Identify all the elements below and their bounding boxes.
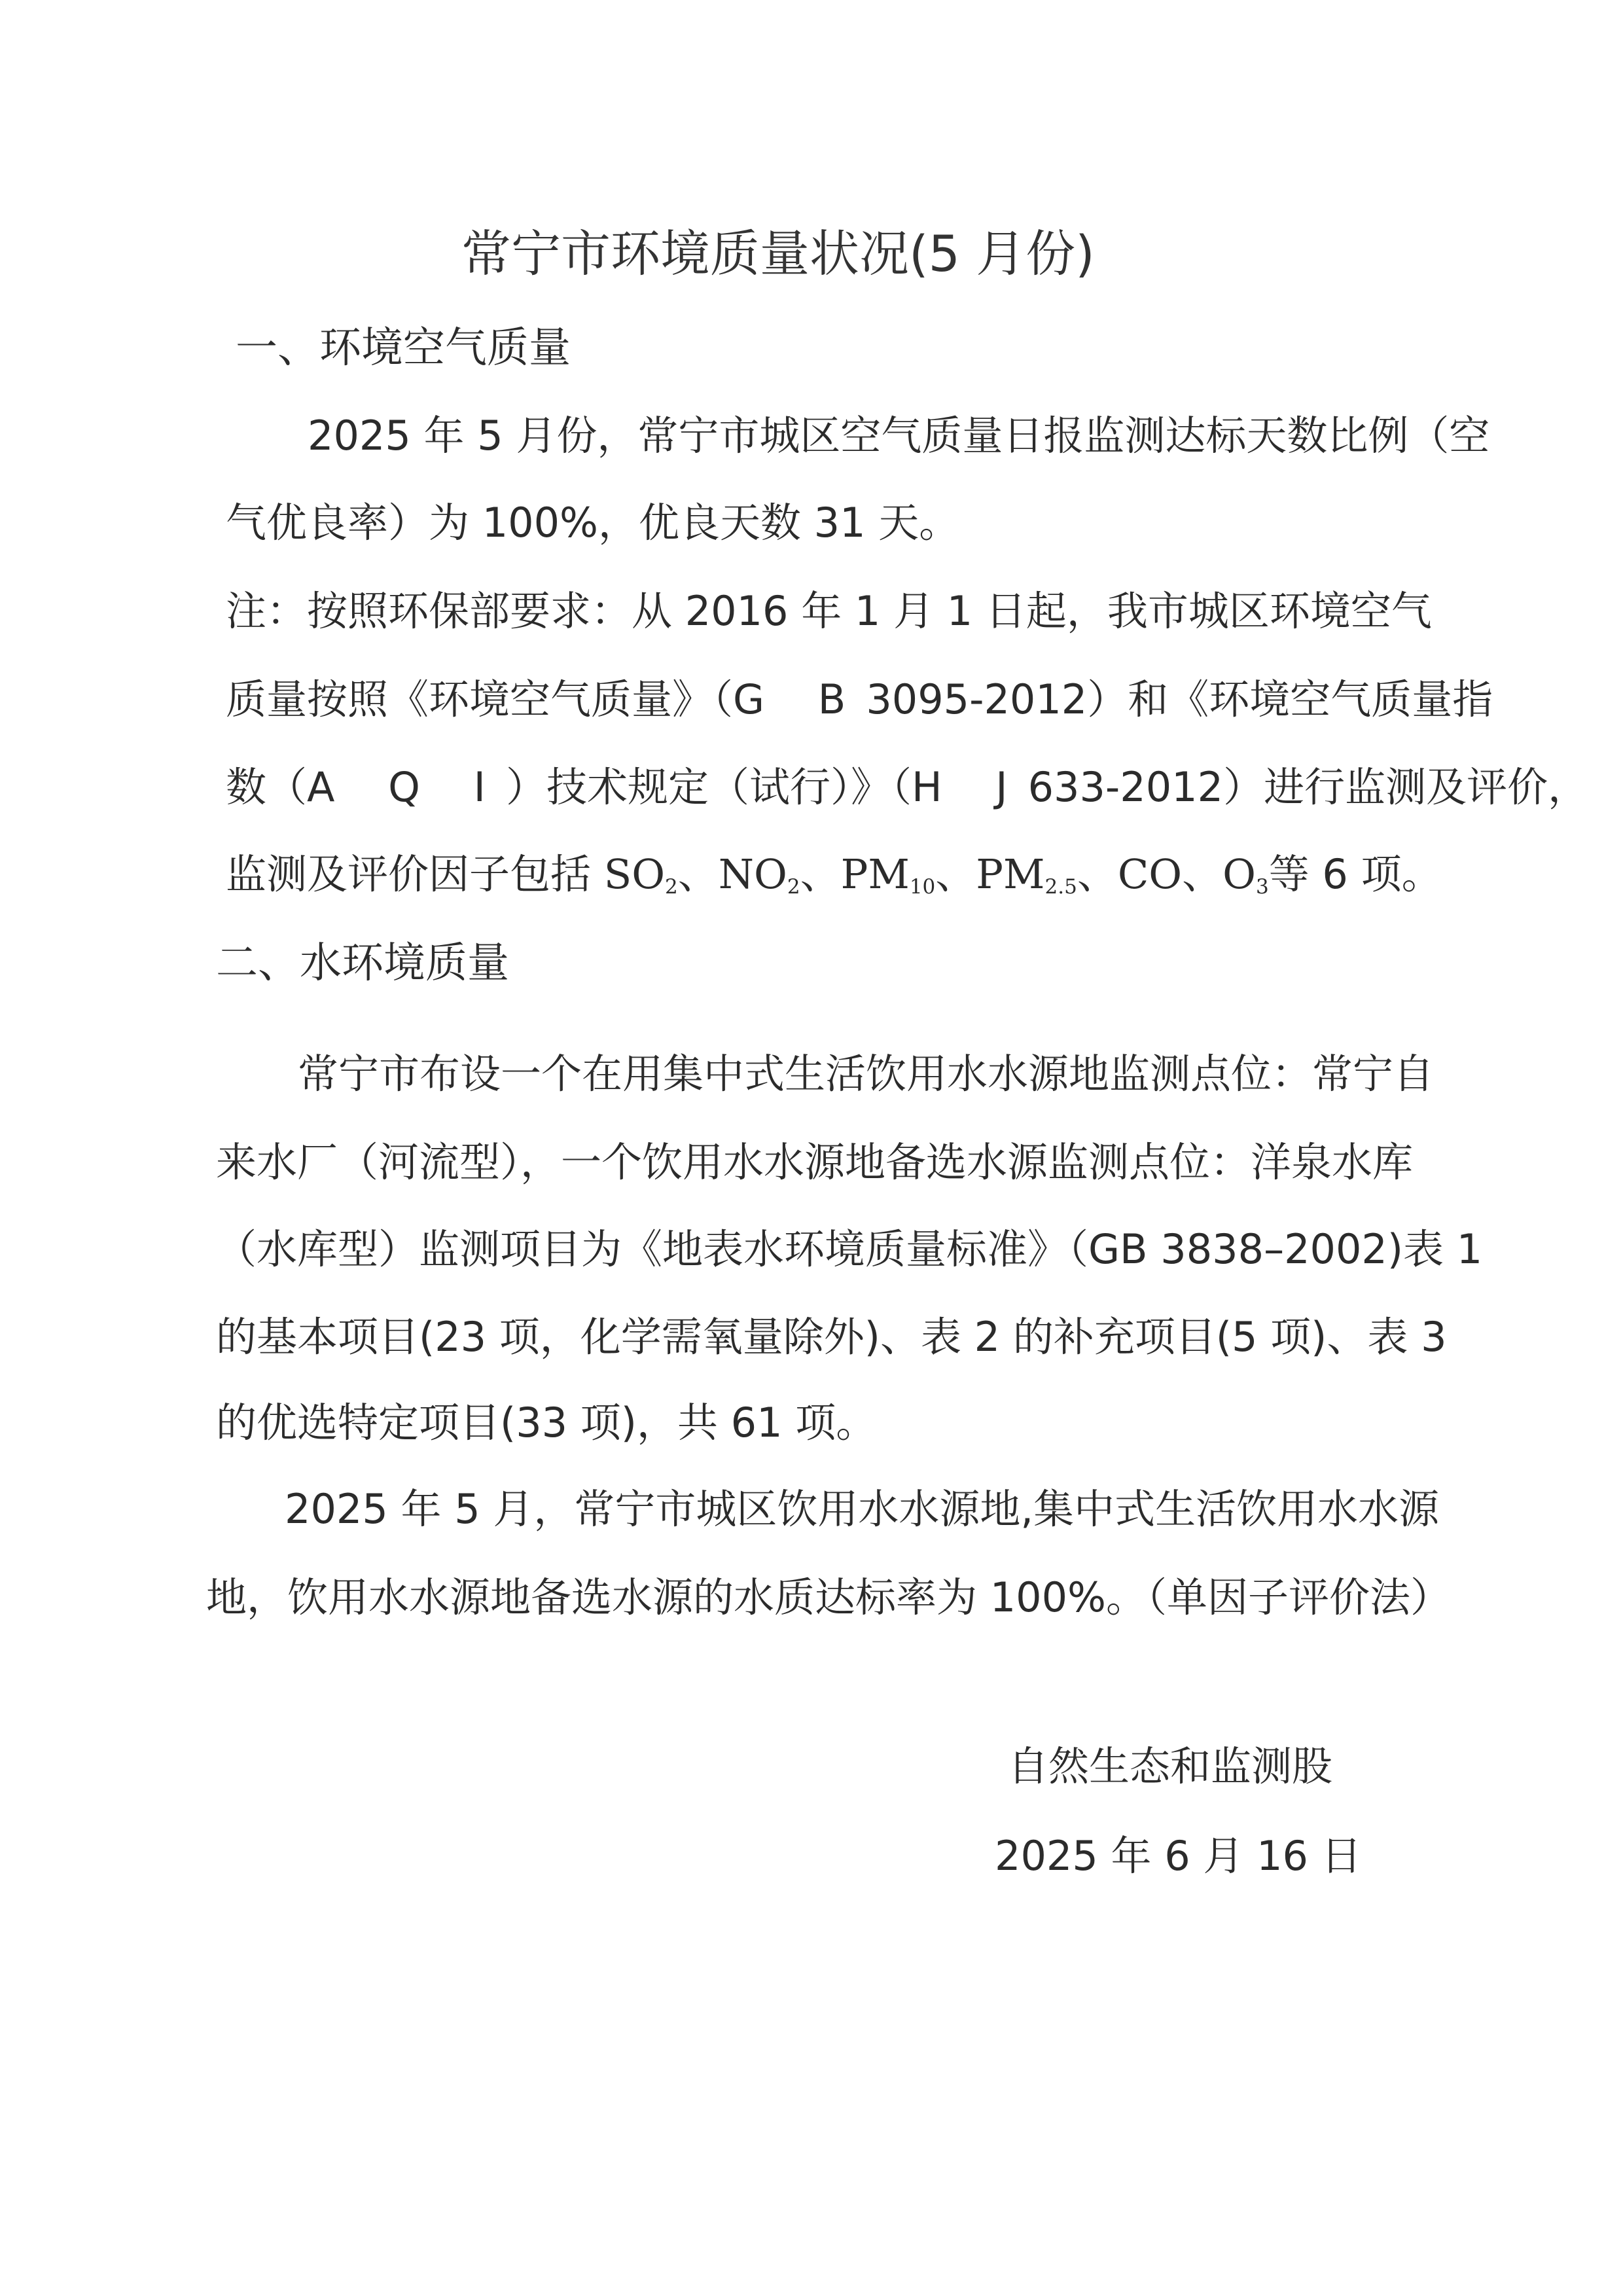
note-line-2-text-b: 3095-2012）和《环境空气质量指 (866, 675, 1493, 723)
note-line-4 (226, 850, 1442, 899)
page-title: 常宁市环境质量状况(5 月份) (461, 224, 1095, 283)
factor-pm25: $PM_{2.5}$ (976, 850, 1077, 899)
factor-pm10: $PM_{10}$ (840, 850, 936, 899)
water-paragraph-1-line-3: （水库型）监测项目为《地表水环境质量标准》（GB 3838–2002)表 1 (216, 1225, 1483, 1273)
water-paragraph-1-line-2: 来水厂（河流型），一个饮用水水源地备选水源监测点位：洋泉水库 (216, 1138, 1414, 1186)
note-line-3-text-a: 数（ (226, 763, 308, 811)
separator: 、 (935, 850, 976, 898)
separator: 、 (677, 850, 719, 898)
note-line-3-text-c: 633-2012）进行监测及评价， (1027, 763, 1589, 811)
water-paragraph-1-line-5: 的优选特定项目(33 项)，共 61 项。 (216, 1399, 877, 1446)
water-paragraph-1-line-4: 的基本项目(23 项，化学需氧量除外)、表 2 的补充项目(5 项)、表 3 (216, 1313, 1447, 1361)
factor-so2: $SO_2$ (603, 850, 678, 899)
factor-o3: $O_3$ (1222, 850, 1269, 899)
footer-department: 自然生态和监测股 (1008, 1742, 1333, 1790)
separator: 、 (1182, 850, 1223, 898)
section-heading-water: 二、水环境质量 (216, 939, 509, 988)
factor-no2: $NO_2$ (718, 850, 800, 899)
aqi-code: A Q I (307, 763, 506, 811)
water-paragraph-1-line-1: 常宁市布设一个在用集中式生活饮用水水源地监测点位：常宁自 (298, 1050, 1435, 1098)
note-line-4-prefix: 监测及评价因子包括 (226, 850, 604, 898)
separator: 、 (1077, 850, 1118, 898)
air-paragraph-line-2: 气优良率）为 100%，优良天数 31 天。 (226, 499, 960, 547)
footer-date: 2025 年 6 月 16 日 (995, 1832, 1362, 1880)
water-paragraph-2-line-1: 2025 年 5 月，常宁市城区饮用水水源地,集中式生活饮用水水源 (285, 1485, 1440, 1533)
hj-code: H J (911, 763, 1028, 811)
separator: 、 (800, 850, 841, 898)
note-line-3 (226, 763, 1589, 811)
factor-co: CO (1117, 850, 1183, 898)
note-line-1: 注：按照环保部要求：从 2016 年 1 月 1 日起，我市城区环境空气 (226, 587, 1432, 635)
water-paragraph-2-line-2: 地，饮用水水源地备选水源的水质达标率为 100%。（单因子评价法） (206, 1573, 1451, 1621)
air-paragraph-line-1: 2025 年 5 月份，常宁市城区空气质量日报监测达标天数比例（空 (308, 412, 1490, 459)
note-line-4-suffix: 等 6 项。 (1268, 850, 1442, 898)
section-heading-air: 一、环境空气质量 (236, 324, 571, 372)
note-line-2 (226, 675, 1493, 723)
note-line-3-text-b: ）技术规定（试行）》（ (505, 763, 912, 811)
note-line-2-text-a: 质量按照《环境空气质量》（ (226, 675, 734, 723)
gb-code: G B (733, 675, 866, 723)
